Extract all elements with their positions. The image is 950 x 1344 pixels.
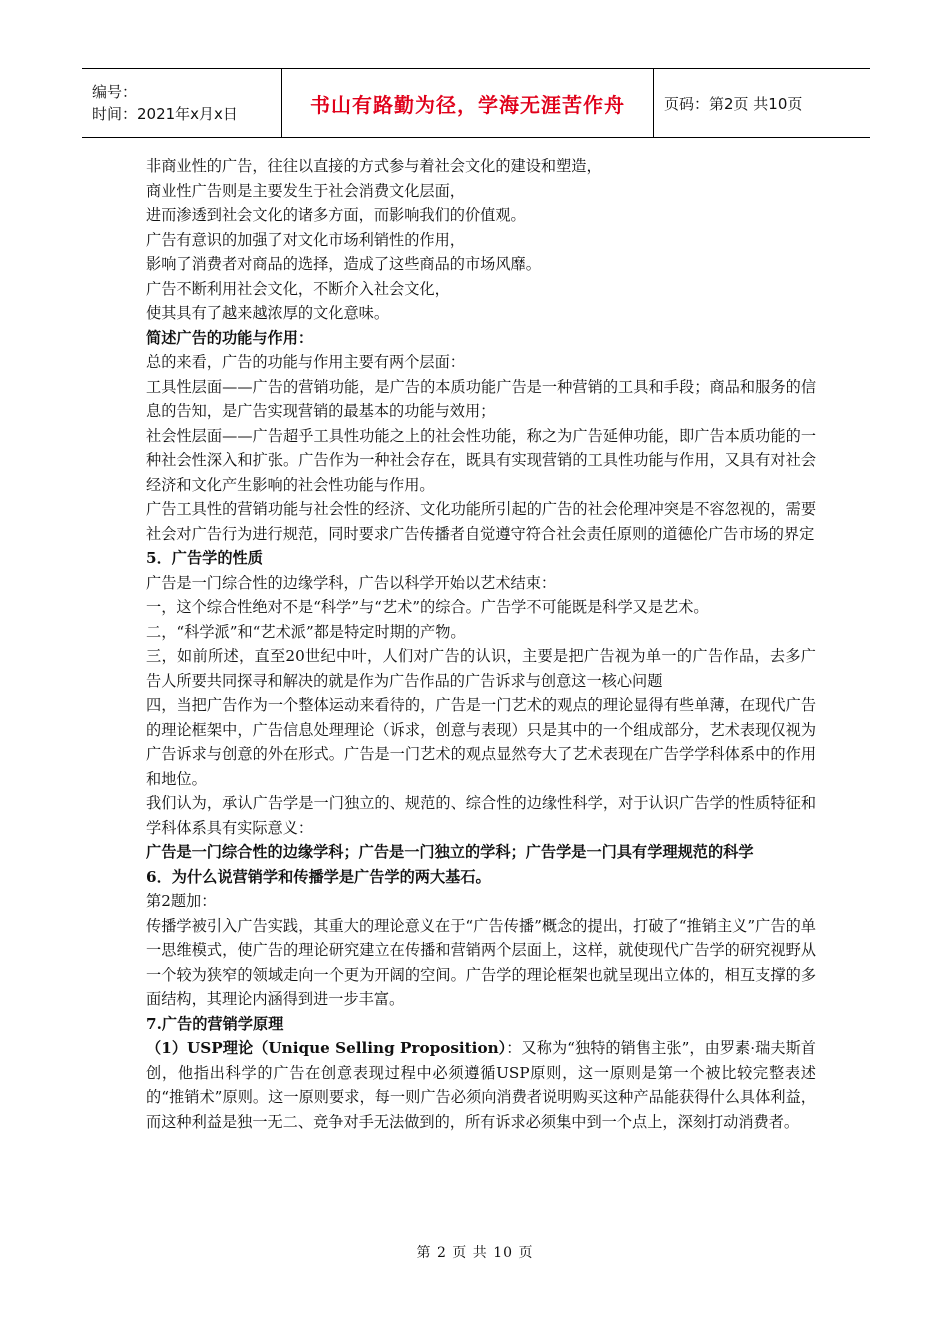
section-heading: 广告是一门综合性的边缘学科；广告是一门独立的学科；广告学是一门具有学理规范的科学 (146, 843, 754, 861)
body-paragraph: 进而渗透到社会文化的诸多方面，而影响我们的价值观。 (146, 206, 526, 224)
body-paragraph: 商业性广告则是主要发生于社会消费文化层面， (146, 181, 465, 200)
page-header (82, 68, 870, 138)
section-heading: 7.广告的营销学原理 (146, 1014, 284, 1033)
body-paragraph: 一，这个综合性绝对不是“科学”与“艺术”的综合。广告学不可能既是科学又是艺术。 (146, 598, 709, 616)
section-heading: 6．为什么说营销学和传播学是广告学的两大基石。 (146, 867, 491, 886)
body-paragraph: 使其具有了越来越浓厚的文化意味。 (146, 304, 389, 322)
document-body (146, 154, 816, 1134)
body-paragraph: 工具性层面——广告的营销功能，是广告的本质功能广告是一种营销的工具和手段；商品和服务的信息的告知，是广告实现营销的最基本的功能与效用； (146, 377, 816, 420)
body-paragraph: 我们认为，承认广告学是一门独立的、规范的、综合性的边缘性科学，对于认识广告学的性质特征和学科体系具有实际意义： (146, 794, 816, 837)
header-page-cell (654, 69, 870, 137)
body-paragraph: （1）USP理论（Unique Selling Proposition）：又称为“独特的销售主张”，由罗素·瑞夫斯首创，他指出科学的广告在创意表现过程中必须遵循USP原则，这一原则是第一个被比较完整表述的“推销术”原则。这一原则要求，每一则广告必须向消费者说明购买这种产品能获得什么具体利益，而这种利益是独一无二、竞争对手无法做到的，所有诉求必须集中到一个点上，深刻打动消费者。 (146, 1039, 816, 1131)
body-paragraph: 总的来看，广告的功能与作用主要有两个层面： (146, 353, 465, 371)
header-left-cell (82, 69, 282, 137)
header-page-info: 页码：第2页 共10页 (664, 94, 803, 113)
header-motto: 书山有路勤为径，学海无涯苦作舟 (310, 92, 625, 117)
body-paragraph: 传播学被引入广告实践，其重大的理论意义在于“广告传播”概念的提出，打破了“推销主义”广告的单一思维模式，使广告的理论研究建立在传播和营销两个层面上，这样，就使现代广告学的研究视野从一个较为狭窄的领域走向一个更为开阔的空间。广告学的理论框架也就呈现出立体的，相互支撑的多面结构，其理论内涵得到进一步丰富。 (146, 916, 816, 1008)
paragraph-bold-prefix: （1）USP理论（Unique Selling Proposition） (146, 1039, 507, 1057)
document-number-label: 编号： (92, 83, 138, 101)
body-paragraph: 二，“科学派”和“艺术派”都是特定时期的产物。 (146, 622, 466, 641)
body-paragraph: 社会性层面——广告超乎工具性功能之上的社会性功能，称之为广告延伸功能，即广告本质功能的一种社会性深入和扩张。广告作为一种社会存在，既具有实现营销的工具性功能与作用，又具有对社会经济和文化产生影响的社会性功能与作用。 (146, 426, 816, 494)
page-footer: 第 2 页 共 10 页 (416, 1245, 534, 1261)
header-motto-cell (282, 69, 654, 137)
body-paragraph: 广告不断利用社会文化，不断介入社会文化， (146, 279, 450, 298)
body-paragraph: 影响了消费者对商品的选择，造成了这些商品的市场风靡。 (146, 255, 541, 273)
body-paragraph: 非商业性的广告，往往以直接的方式参与着社会文化的建设和塑造， (146, 157, 602, 175)
body-paragraph: 四，当把广告作为一个整体运动来看待的，广告是一门艺术的观点的理论显得有些单薄，在现代广告的理论框架中，广告信息处理理论（诉求，创意与表现）只是其中的一个组成部分，艺术表现仅视为广告诉求与创意的外在形式。广告是一门艺术的观点显然夸大了艺术表现在广告学学科体系中的作用和地位。 (146, 696, 816, 788)
section-heading: 简述广告的功能与作用： (146, 328, 314, 347)
body-paragraph: 第2题加： (146, 892, 217, 910)
body-paragraph: 三，如前所述，直至20世纪中叶，人们对广告的认识，主要是把广告视为单一的广告作品，去多广告人所要共同探寻和解决的就是作为广告作品的广告诉求与创意这一核心问题 (146, 647, 816, 690)
body-paragraph: 广告有意识的加强了对文化市场利销性的作用， (146, 230, 465, 249)
body-paragraph: 广告是一门综合性的边缘学科，广告以科学开始以艺术结束： (146, 573, 557, 592)
section-heading: 5．广告学的性质 (146, 549, 263, 567)
document-date: 时间：2021年x月x日 (92, 105, 238, 123)
body-paragraph: 广告工具性的营销功能与社会性的经济、文化功能所引起的广告的社会伦理冲突是不容忽视的，需要社会对广告行为进行规范，同时要求广告传播者自觉遵守符合社会责任原则的道德伦广告市场的界定 (146, 500, 816, 543)
